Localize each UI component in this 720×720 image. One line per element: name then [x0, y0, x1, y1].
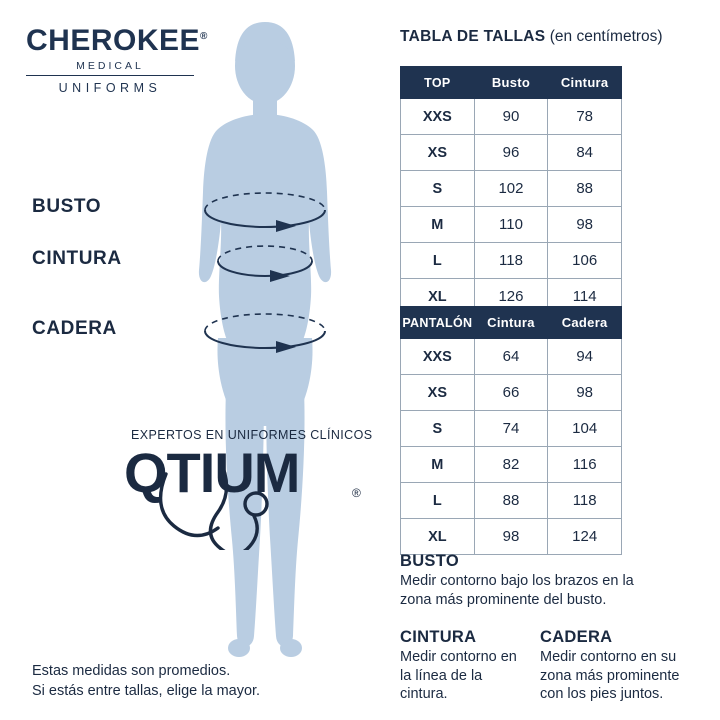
stethoscope-bell [245, 493, 267, 515]
footnote-line-2: Si estás entre tallas, elige la mayor. [32, 682, 261, 699]
cell-cintura: 106 [548, 243, 622, 279]
brand-uniforms-label: UNIFORMS [58, 81, 162, 95]
size-table-pantalon [400, 306, 622, 555]
table-header-row [401, 307, 622, 339]
otium-wordmark: QTIUM [124, 441, 300, 504]
cell-cadera: 118 [548, 483, 622, 519]
cell-size: XL [401, 519, 475, 555]
cell-cadera: 116 [548, 447, 622, 483]
cell-busto: 90 [474, 99, 548, 135]
otium-tagline: EXPERTOS EN UNIFORMES CLÍNICOS [131, 428, 373, 442]
label-busto: BUSTO [32, 196, 102, 217]
brand-name-text: CHEROKEE [26, 24, 201, 57]
cell-busto: 126 [474, 279, 548, 315]
table-row [401, 483, 622, 519]
silhouette-right-foot [280, 639, 302, 657]
table-row [401, 447, 622, 483]
female-body-silhouette [150, 18, 380, 678]
cell-size: XL [401, 279, 475, 315]
cell-cintura: 66 [474, 375, 548, 411]
cell-busto: 110 [474, 207, 548, 243]
table-row [401, 411, 622, 447]
cell-cadera: 104 [548, 411, 622, 447]
note-busto-body: Medir contorno bajo los brazos en la zona más prominente del busto. [400, 573, 634, 608]
cell-size: L [401, 483, 475, 519]
cell-cintura: 98 [548, 207, 622, 243]
cell-cintura: 82 [474, 447, 548, 483]
stethoscope-icon [124, 440, 374, 550]
note-busto-head: BUSTO [400, 552, 459, 570]
otium-registered-mark: ® [352, 486, 361, 500]
cell-busto: 118 [474, 243, 548, 279]
label-cintura: CINTURA [32, 248, 122, 269]
brand-registered-mark: ® [200, 31, 208, 42]
table-row [401, 99, 622, 135]
table-row [401, 339, 622, 375]
cell-cintura: 98 [474, 519, 548, 555]
table-title [400, 28, 663, 46]
header-pant-cadera: Cadera [548, 307, 622, 339]
table-row [401, 171, 622, 207]
header-top-size: TOP [401, 67, 475, 99]
cell-size: L [401, 243, 475, 279]
cell-size: M [401, 207, 475, 243]
cell-size: S [401, 411, 475, 447]
note-cintura-head: CINTURA [400, 628, 477, 646]
cell-cintura: 88 [474, 483, 548, 519]
cell-busto: 96 [474, 135, 548, 171]
table-header-row [401, 67, 622, 99]
cell-cadera: 124 [548, 519, 622, 555]
cell-cintura: 114 [548, 279, 622, 315]
note-busto [400, 552, 660, 609]
header-top-busto: Busto [474, 67, 548, 99]
cell-cintura: 78 [548, 99, 622, 135]
silhouette-left-foot [228, 639, 250, 657]
footnote-line-1: Estas medidas son promedios. [32, 663, 231, 679]
cell-cintura: 64 [474, 339, 548, 375]
note-cadera [540, 628, 690, 704]
note-cadera-head: CADERA [540, 628, 613, 646]
header-top-cintura: Cintura [548, 67, 622, 99]
cell-size: XS [401, 135, 475, 171]
footnote [32, 662, 260, 701]
note-cadera-body: Medir contorno en su zona más prominente con los pies juntos. [540, 649, 680, 703]
header-pant-cintura: Cintura [474, 307, 548, 339]
header-pant-size: PANTALÓN [401, 307, 475, 339]
cell-busto: 102 [474, 171, 548, 207]
note-cintura-body: Medir contorno en la línea de la cintura. [400, 649, 517, 703]
size-table-top [400, 66, 622, 315]
cell-size: M [401, 447, 475, 483]
cell-size: S [401, 171, 475, 207]
table-row [401, 375, 622, 411]
cell-cintura: 84 [548, 135, 622, 171]
table-row [401, 135, 622, 171]
table-title-rest: (en centímetros) [549, 28, 663, 45]
label-cadera: CADERA [32, 318, 117, 339]
table-row [401, 243, 622, 279]
cell-cadera: 98 [548, 375, 622, 411]
table-row [401, 207, 622, 243]
cell-cintura: 74 [474, 411, 548, 447]
table-row [401, 519, 622, 555]
cell-size: XS [401, 375, 475, 411]
cell-size: XXS [401, 339, 475, 375]
note-cintura [400, 628, 525, 704]
otium-logo [124, 440, 374, 550]
cell-cadera: 94 [548, 339, 622, 375]
cell-cintura: 88 [548, 171, 622, 207]
table-title-bold: TABLA DE TALLAS [400, 28, 546, 45]
brand-medical-label: MEDICAL [76, 60, 144, 72]
cell-size: XXS [401, 99, 475, 135]
